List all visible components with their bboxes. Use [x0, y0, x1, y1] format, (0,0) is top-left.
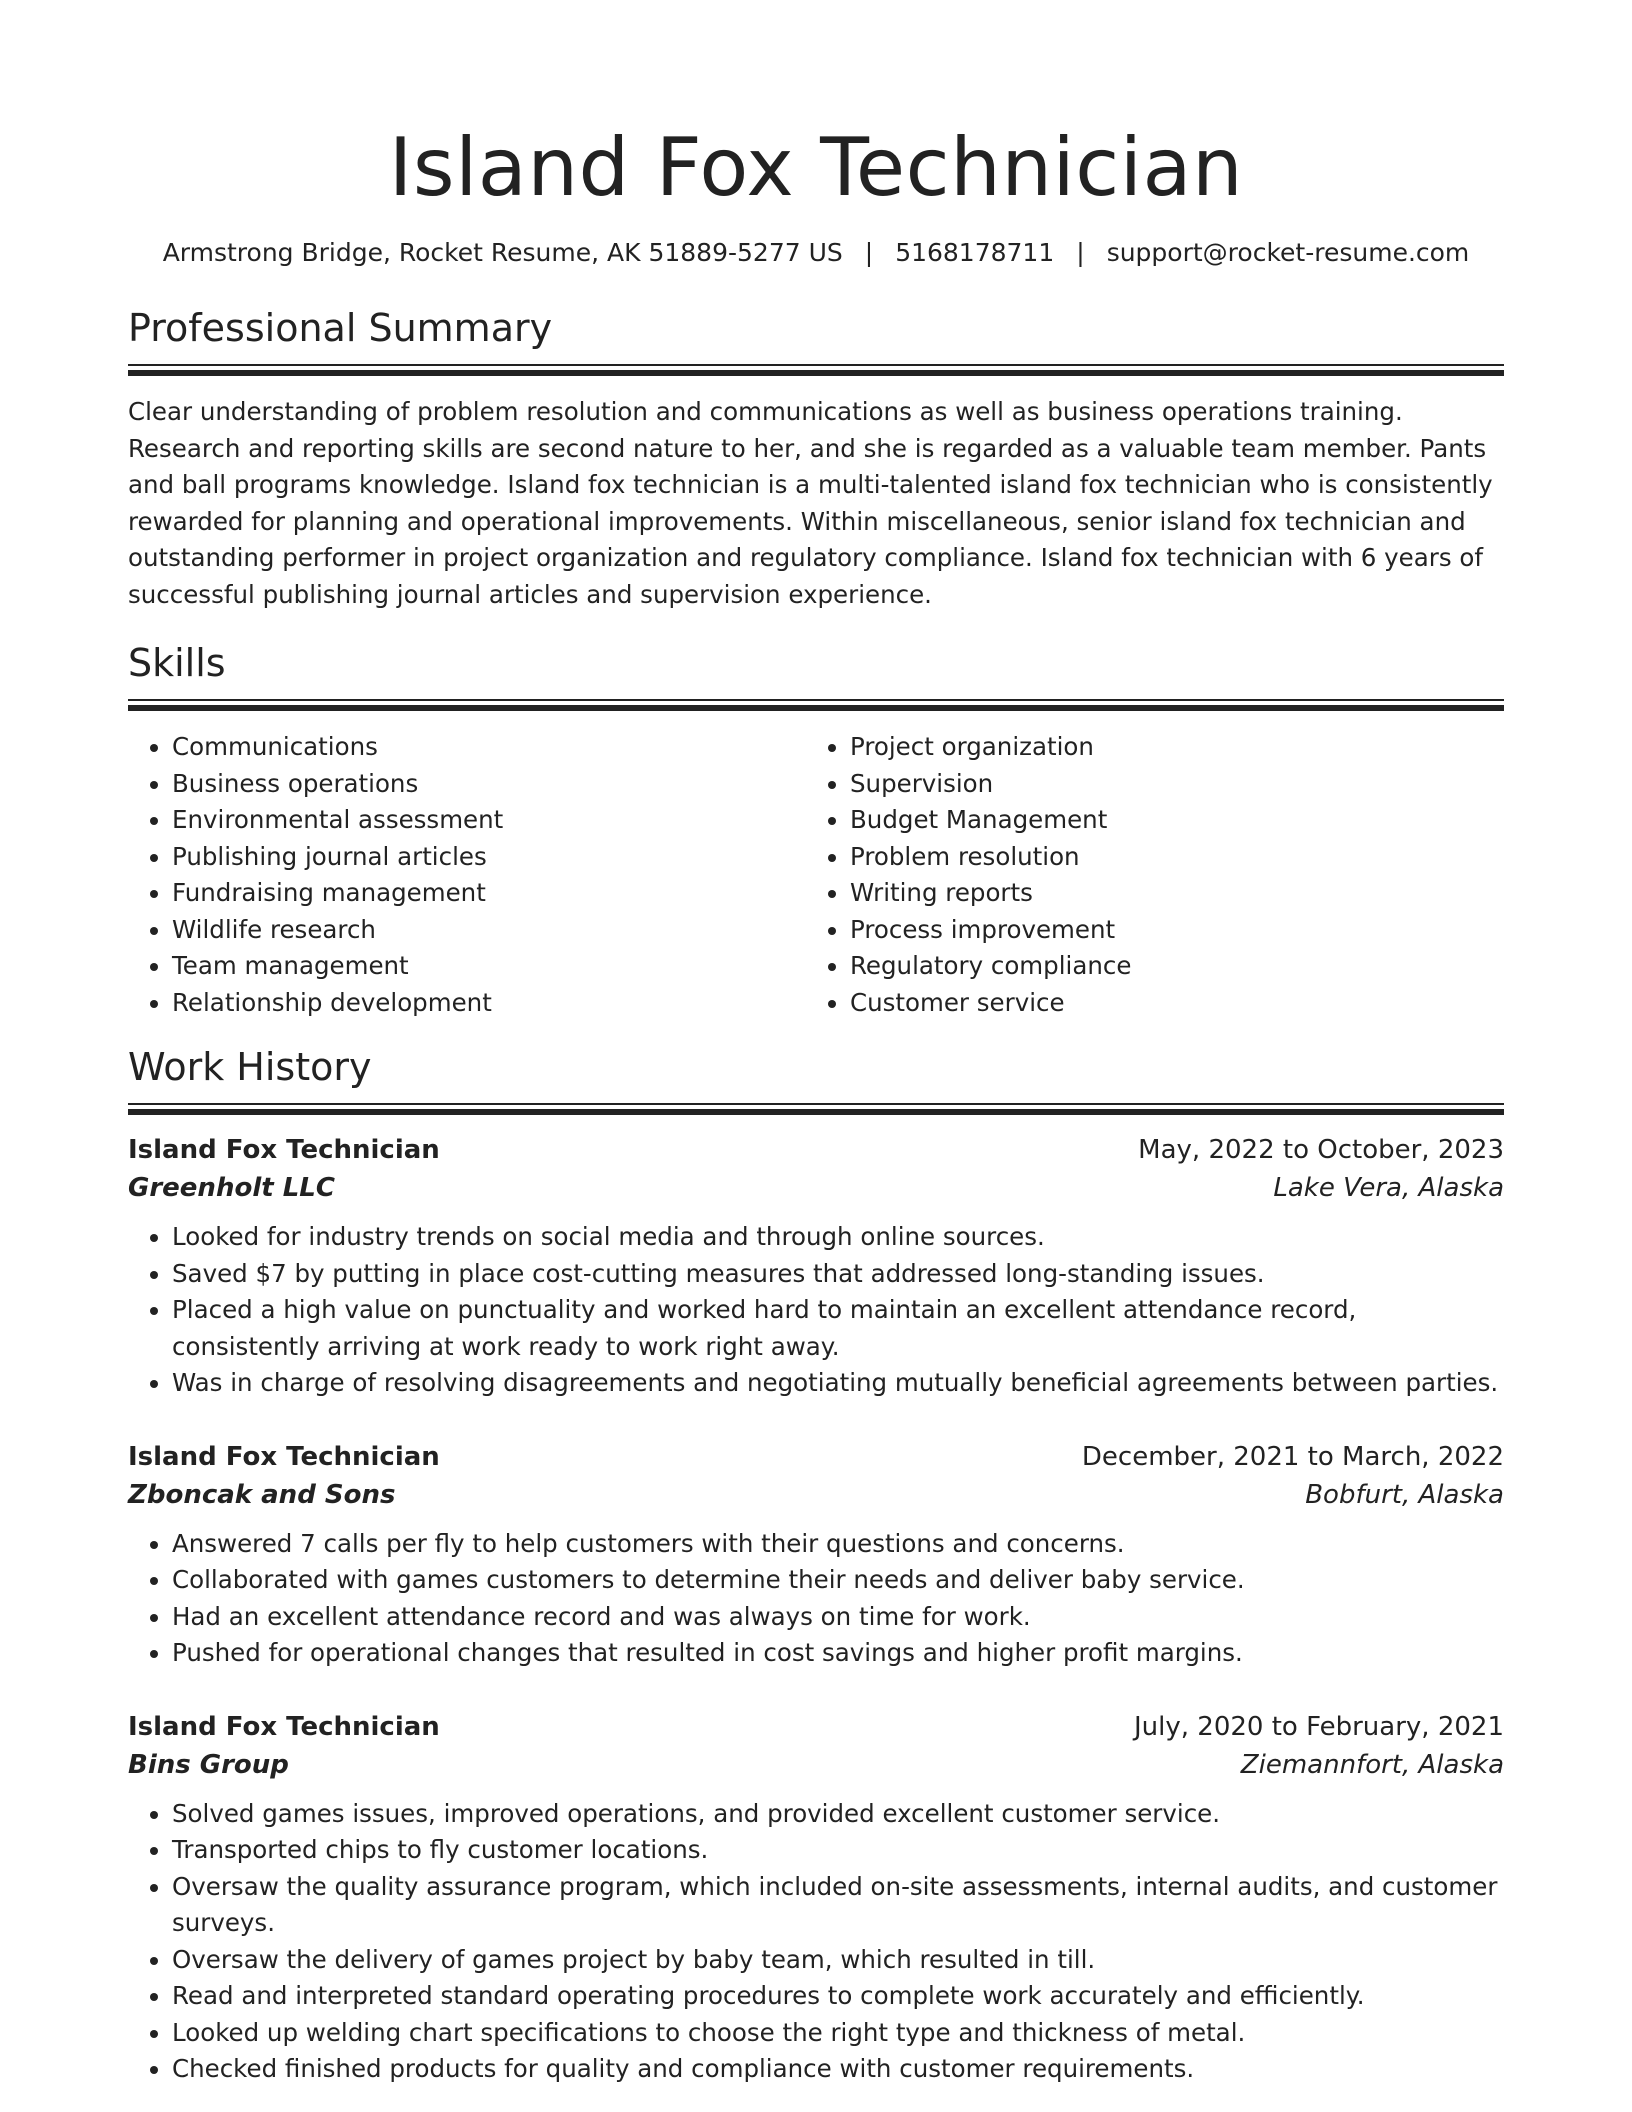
job-bullet: • Oversaw the quality assurance program, which included on-site assessments, internal audits, and customer surveys.: [172, 1869, 1504, 1942]
section-title-work-history: Work History: [128, 1045, 372, 1089]
job-subheader: [128, 1746, 1504, 1784]
skill-item: • Process improvement: [850, 912, 1484, 949]
job-bullet: • Collaborated with games customers to determine their needs and deliver baby service.: [172, 1562, 1504, 1599]
skill-item: • Customer service: [850, 985, 1484, 1022]
skill-item: • Environmental assessment: [172, 802, 806, 839]
job-bullet: • Looked for industry trends on social media and through online sources.: [172, 1219, 1504, 1256]
skill-item: • Budget Management: [850, 802, 1484, 839]
job-header: [128, 1708, 1504, 1746]
email: support@rocket-resume.com: [1106, 238, 1470, 267]
job-bullet: • Had an excellent attendance record and was always on time for work.: [172, 1599, 1504, 1636]
skill-item: • Wildlife research: [172, 912, 806, 949]
job-header: [128, 1438, 1504, 1476]
skill-item: • Writing reports: [850, 875, 1484, 912]
job-dates: December, 2021 to March, 2022: [1081, 1441, 1504, 1472]
skill-item: • Communications: [172, 729, 806, 766]
section-title-skills: Skills: [128, 641, 226, 685]
skills-list-left: [128, 729, 806, 1021]
job-location: Lake Vera, Alaska: [1273, 1173, 1504, 1203]
job-bullet: • Answered 7 calls per fly to help customers with their questions and concerns.: [172, 1526, 1504, 1563]
job-title: Island Fox Technician: [128, 1441, 440, 1472]
phone: 5168178711: [895, 238, 1055, 267]
skill-item: • Relationship development: [172, 985, 806, 1022]
job-bullet: • Read and interpreted standard operating procedures to complete work accurately and efficiently.: [172, 1978, 1504, 2015]
skill-item: • Publishing journal articles: [172, 839, 806, 876]
job-bullets: [128, 1526, 1504, 1672]
summary-text: Clear understanding of problem resolution and communications as well as business operations training. Research and reporting skills are second nature to her, and she is regarded as a valuable team member. Pants and ball programs knowledge. Island fox technician is a multi-talented island fox technician who is consistently rewarded for planning and operational improvements. Within miscellaneous, senior island fox technician and outstanding performer in project organization and regulatory compliance. Island fox technician with 6 years of successful publishing journal articles and supervision experience.: [128, 397, 1493, 609]
section-divider: [128, 699, 1504, 711]
job-entry: [128, 1438, 1504, 1672]
contact-line: [128, 236, 1504, 270]
job-bullet: • Oversaw the delivery of games project by baby team, which resulted in till.: [172, 1942, 1504, 1979]
skill-item: • Fundraising management: [172, 875, 806, 912]
job-entry: [128, 1708, 1504, 2088]
job-company: Zboncak and Sons: [128, 1479, 396, 1510]
skill-item: • Project organization: [850, 729, 1484, 766]
skills-columns: [128, 729, 1504, 1021]
job-bullet: • Solved games issues, improved operations, and provided excellent customer service.: [172, 1796, 1504, 1833]
section-title-summary: Professional Summary: [128, 306, 553, 350]
skill-item: • Business operations: [172, 766, 806, 803]
work-history-section: [128, 1043, 1504, 2088]
job-bullet: • Was in charge of resolving disagreements and negotiating mutually beneficial agreements between parties.: [172, 1365, 1504, 1402]
job-location: Ziemannfort, Alaska: [1240, 1749, 1504, 1780]
job-entry: [128, 1131, 1504, 1402]
job-dates: May, 2022 to October, 2023: [1138, 1135, 1504, 1165]
job-subheader: [128, 1476, 1504, 1514]
job-bullet: • Looked up welding chart specifications to choose the right type and thickness of metal.: [172, 2015, 1504, 2052]
job-title: Island Fox Technician: [128, 1135, 440, 1165]
skill-item: • Team management: [172, 948, 806, 985]
section-divider: [128, 1103, 1504, 1115]
job-bullet: • Checked finished products for quality and compliance with customer requirements.: [172, 2051, 1504, 2088]
contact-separator: |: [1076, 238, 1085, 267]
job-company: Bins Group: [128, 1749, 289, 1780]
job-company: Greenholt LLC: [128, 1173, 335, 1203]
job-bullet: • Placed a high value on punctuality and worked hard to maintain an excellent attendance record, consistently arriving at work ready to work right away.: [172, 1292, 1504, 1365]
job-header: [128, 1131, 1504, 1169]
skills-list-right: [806, 729, 1484, 1021]
address: Armstrong Bridge, Rocket Resume, AK 51889-5277 US: [162, 238, 843, 267]
job-bullets: [128, 1219, 1504, 1402]
job-bullet: • Transported chips to fly customer locations.: [172, 1832, 1504, 1869]
professional-summary-section: [128, 304, 1504, 613]
candidate-name: Island Fox Technician: [388, 121, 1244, 214]
job-subheader: [128, 1169, 1504, 1207]
skills-section: [128, 639, 1504, 1021]
contact-separator: |: [864, 238, 874, 267]
job-bullet: • Saved $7 by putting in place cost-cutting measures that addressed long-standing issues.: [172, 1256, 1504, 1293]
skill-item: • Supervision: [850, 766, 1484, 803]
job-bullet: • Pushed for operational changes that resulted in cost savings and higher profit margins.: [172, 1635, 1504, 1672]
section-divider: [128, 364, 1504, 376]
job-dates: July, 2020 to February, 2021: [1134, 1711, 1504, 1742]
skill-item: • Regulatory compliance: [850, 948, 1484, 985]
skill-item: • Problem resolution: [850, 839, 1484, 876]
job-location: Bobfurt, Alaska: [1305, 1479, 1504, 1510]
job-title: Island Fox Technician: [128, 1711, 440, 1742]
resume-page: [128, 0, 1504, 2088]
job-bullets: [128, 1796, 1504, 2088]
